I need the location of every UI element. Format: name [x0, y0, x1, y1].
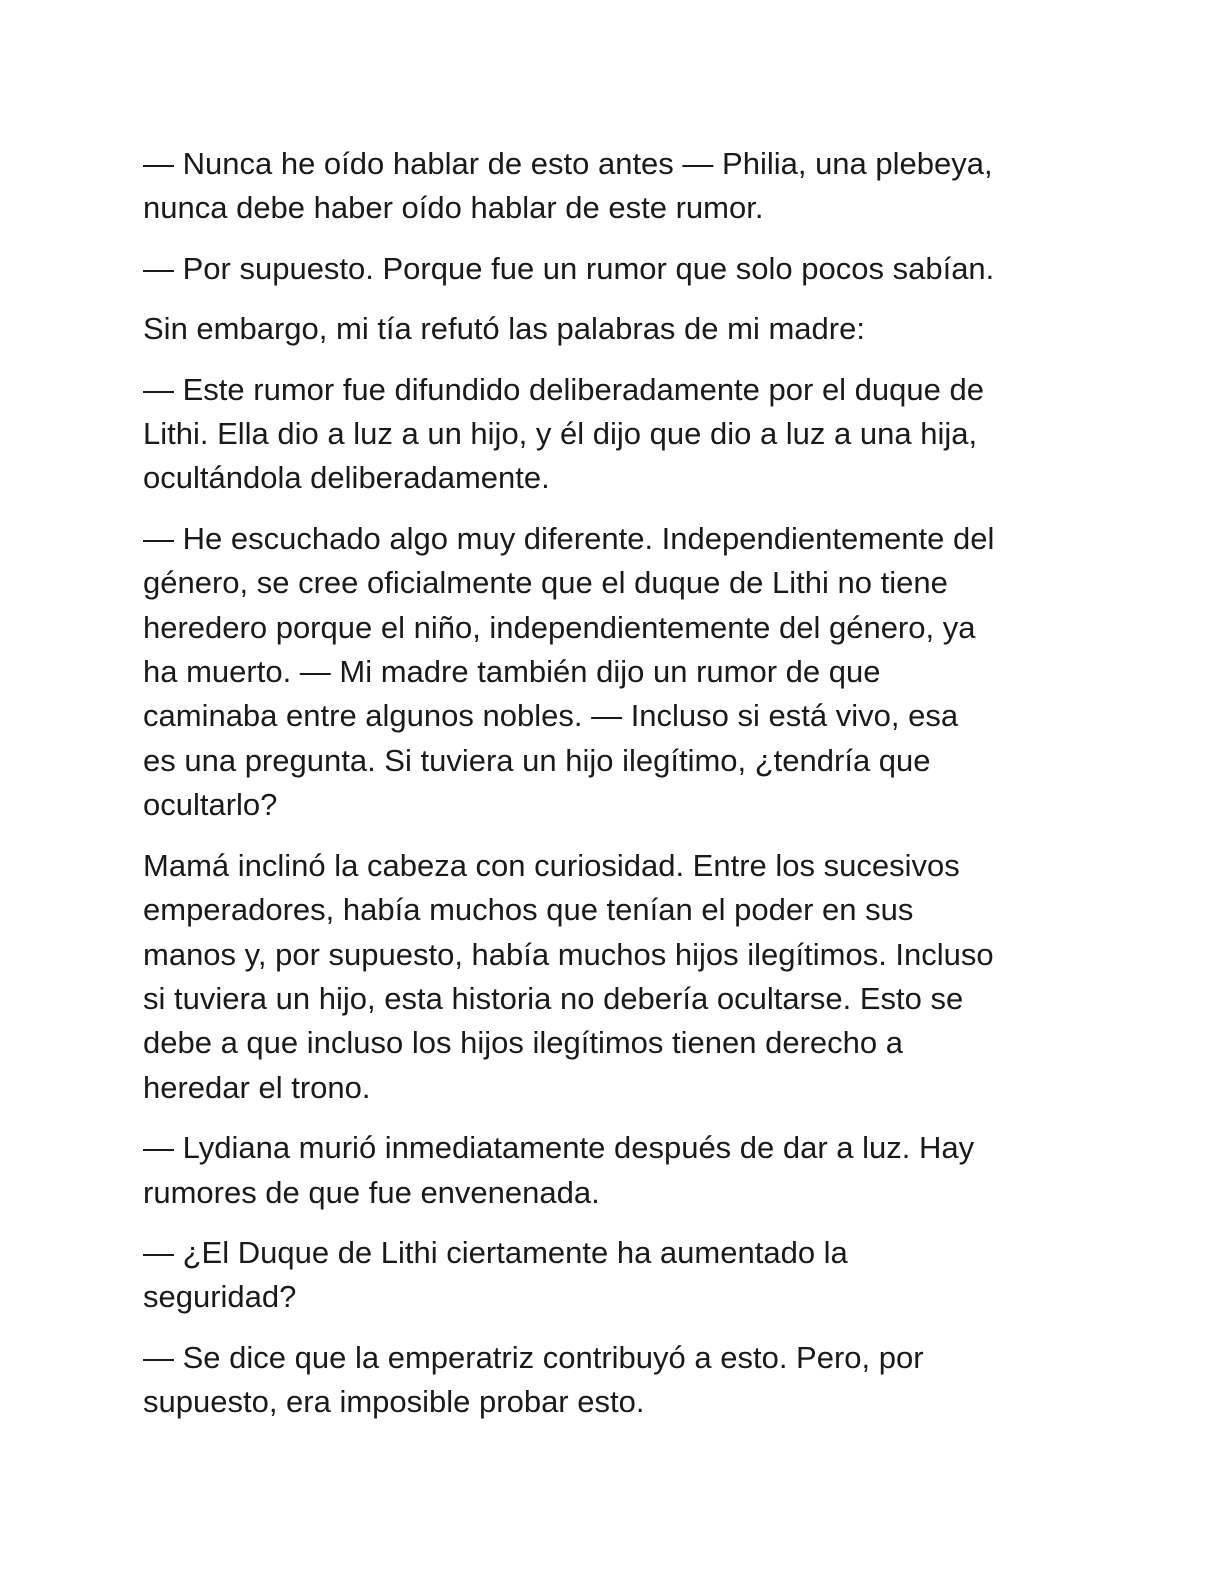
paragraph-2: — Por supuesto. Porque fue un rumor que solo pocos sabían. — [143, 250, 995, 286]
paragraph-1: — Nunca he oído hablar de esto antes — Philia, una plebeya, nunca debe haber oído hablar de este rumor. — [143, 146, 993, 226]
paragraph-6: Mamá inclinó la cabeza con curiosidad. Entre los sucesivos emperadores, había muchos que tenían el poder en sus manos y, por supuesto, había muchos hijos ilegítimos. Incluso si tuviera un hijo, esta historia no debería ocultarse. Esto se debe a que incluso los hijos ilegítimos tienen derecho a heredar el trono. — [143, 847, 994, 1105]
paragraph-7: — Lydiana murió inmediatamente después de dar a luz. Hay rumores de que fue envenenada. — [143, 1130, 975, 1210]
paragraph-8: — ¿El Duque de Lithi ciertamente ha aumentado la seguridad? — [143, 1234, 848, 1315]
paragraph-5: — He escuchado algo muy diferente. Independientemente del género, se cree oficialmente que el duque de Lithi no tiene heredero porque el niño, independientemente del género, ya ha muerto. — Mi madre también dijo un rumor de que caminaba entre algunos nobles. — Incluso si está vivo, esa es una pregunta. Si tuviera un hijo ilegítimo, ¿tendría que ocultarlo? — [143, 520, 995, 823]
paragraph-4: — Este rumor fue difundido deliberadamente por el duque de Lithi. Ella dio a luz a un hijo, y él dijo que dio a luz a una hija, ocultándola deliberadamente. — [143, 371, 984, 496]
paragraph-9: — Se dice que la emperatriz contribuyó a esto. Pero, por supuesto, era imposible probar esto. — [143, 1339, 924, 1420]
paragraph-3: Sin embargo, mi tía refutó las palabras de mi madre: — [143, 311, 865, 347]
document-page — [143, 142, 1078, 1441]
